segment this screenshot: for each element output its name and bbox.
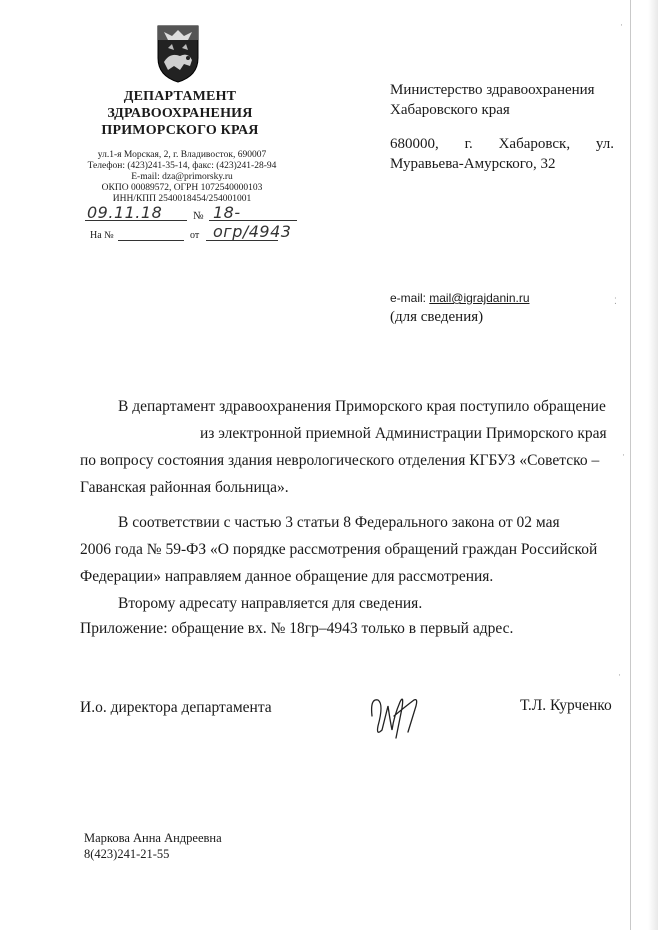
- recipient-org-line2: Хабаровского края: [390, 102, 510, 118]
- signatory-name: Т.Л. Курченко: [520, 697, 612, 714]
- body-p1-line2: из электронной приемной Администрации Приморского края: [200, 425, 607, 442]
- body-p2-line1: В соответствии с частью 3 статьи 8 Федерального закона от 02 мая: [118, 514, 560, 531]
- email-link[interactable]: mail@igrajdanin.ru: [429, 291, 530, 305]
- address-word: ул.: [595, 136, 614, 152]
- body-p1-line4: Гаванская районная больница».: [80, 479, 289, 496]
- number-underline: [209, 220, 297, 221]
- address-word: г.: [464, 136, 473, 152]
- executor-name: Маркова Анна Андреевна: [84, 831, 222, 845]
- reference-number-label: На №: [90, 230, 114, 241]
- reference-number-line: [118, 240, 184, 241]
- registration-number: 18-огр/4943: [213, 203, 292, 241]
- registration-date: 09.11.18: [87, 203, 163, 222]
- reference-date-line: [206, 240, 278, 241]
- executor-block: [84, 830, 222, 862]
- scan-speck: ·: [622, 450, 625, 460]
- recipient-org-line1: [390, 80, 614, 100]
- body-p3: Второму адресату направляется для сведения.: [118, 595, 423, 612]
- sender-department-title: [90, 88, 270, 139]
- sender-title-line: ЗДРАВООХРАНЕНИЯ: [107, 106, 253, 121]
- executor-phone: 8(423)241-21-55: [84, 847, 170, 861]
- handwritten-signature-icon: [366, 686, 426, 742]
- scan-speck: ·: [620, 20, 623, 30]
- reference-date-label: от: [190, 230, 200, 241]
- scan-speck: ·: [618, 670, 621, 680]
- recipient-address-line1: [390, 134, 614, 154]
- sender-title-line: ДЕПАРТАМЕНТ: [123, 89, 237, 104]
- recipient-address-line2: Муравьева-Амурского, 32: [390, 156, 556, 172]
- reference-row: [90, 230, 290, 244]
- sender-contacts: [82, 150, 282, 205]
- for-information-note: (для сведения): [390, 309, 484, 325]
- sender-address: ул.1-я Морская, 2, г. Владивосток, 690007: [97, 150, 267, 160]
- body-p1-line1: В департамент здравоохранения Приморского края поступило обращение: [118, 398, 606, 415]
- address-word: Хабаровск,: [498, 136, 571, 152]
- scan-artifact-line: [630, 0, 631, 930]
- sender-title-line: ПРИМОРСКОГО КРАЯ: [101, 123, 259, 138]
- sender-email: E-mail: dza@primorsky.ru: [131, 172, 233, 182]
- number-sign: №: [193, 210, 204, 222]
- recipient-org-text: Министерство здравоохранения: [390, 82, 595, 98]
- scan-artifact-edge: [648, 0, 658, 930]
- body-p1-line3: по вопросу состояния здания неврологического отделения КГБУЗ «Советско –: [80, 452, 600, 469]
- recipient-block: [390, 80, 614, 174]
- date-underline: [85, 220, 187, 221]
- second-recipient-block: [390, 289, 530, 326]
- attachment-note: Приложение: обращение вх. № 18гр–4943 только в первый адрес.: [80, 620, 514, 637]
- sender-phone-fax: Телефон: (423)241-35-14, факс: (423)241-28-94: [87, 161, 277, 171]
- email-label: e-mail:: [390, 291, 427, 305]
- scan-speck: ⁚: [614, 296, 617, 306]
- primorsky-krai-coat-of-arms-icon: [150, 22, 206, 84]
- signatory-position: И.о. директора департамента: [80, 699, 272, 716]
- sender-inn-kpp: ИНН/КПП 2540018454/254001001: [112, 194, 252, 204]
- body-p2-line3: Федерации» направляем данное обращение для рассмотрения.: [80, 568, 494, 585]
- body-p2-line2: 2006 года № 59-ФЗ «О порядке рассмотрения обращений граждан Российской: [80, 541, 598, 558]
- sender-okpo-ogrn: ОКПО 00089572, ОГРН 1072540000103: [101, 183, 263, 193]
- address-word: 680000,: [390, 136, 439, 152]
- letter-body: [80, 393, 614, 617]
